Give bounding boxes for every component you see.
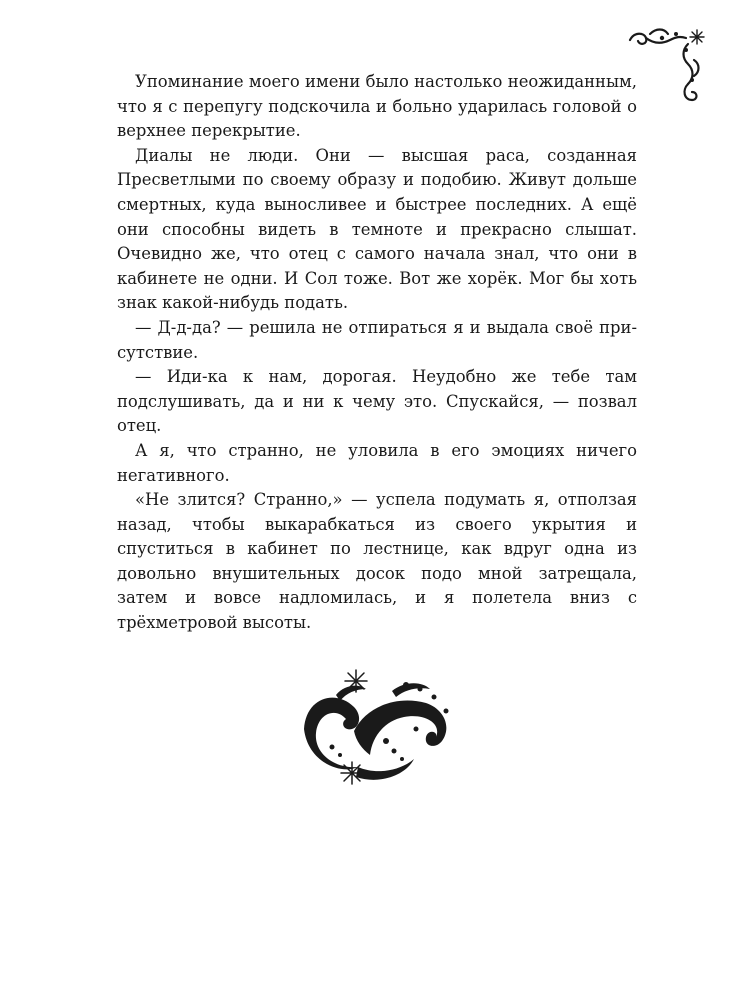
snowflake-icon <box>345 670 367 692</box>
corner-flourish-icon <box>626 20 708 106</box>
snowflake-icon <box>341 762 363 784</box>
paragraph-4: — Иди-ка к нам, дорогая. Неудобно же тебе там подслушивать, да и ни к чему это. Спускайся, — позвал отец. <box>117 367 637 436</box>
main-text <box>117 70 637 636</box>
snowflake-icon <box>690 30 704 44</box>
paragraph-2: Диалы не люди. Они — высшая раса, созданная Пресветлыми по своему образу и подобию. Живут дольше смертных, куда выносливее и быстрее последних. А ещё они способны видеть в темноте и прекрасно слышат. Очевидно же, что отец с самого начала знал, что они в кабинете не одни. И Сол тоже. Вот же хорёк. Мог бы хоть знак какой-нибудь подать. <box>117 145 637 313</box>
paragraph-3: — Д-д-да? — решила не отпираться я и выдала своё присутствие. <box>117 317 637 362</box>
paragraph-5: А я, что странно, не уловила в его эмоциях ничего негативного. <box>117 440 637 485</box>
swirl-vignette-icon <box>296 667 456 792</box>
paragraph-1: Упоминание моего имени было настолько неожиданным, что я с перепугу подскочила и больно ударилась головой о верхнее перекрытие. <box>117 72 637 141</box>
paragraph-6: «Не злится? Странно,» — успела подумать я, отползая назад, чтобы выкарабкаться из своего укрытия и спуститься в кабинет по лестнице, как вдруг одна из довольно внушительных досок подо мной затрещала, затем и вовсе надломилась, и я полетела вниз с трёхметровой высоты. <box>117 490 637 633</box>
